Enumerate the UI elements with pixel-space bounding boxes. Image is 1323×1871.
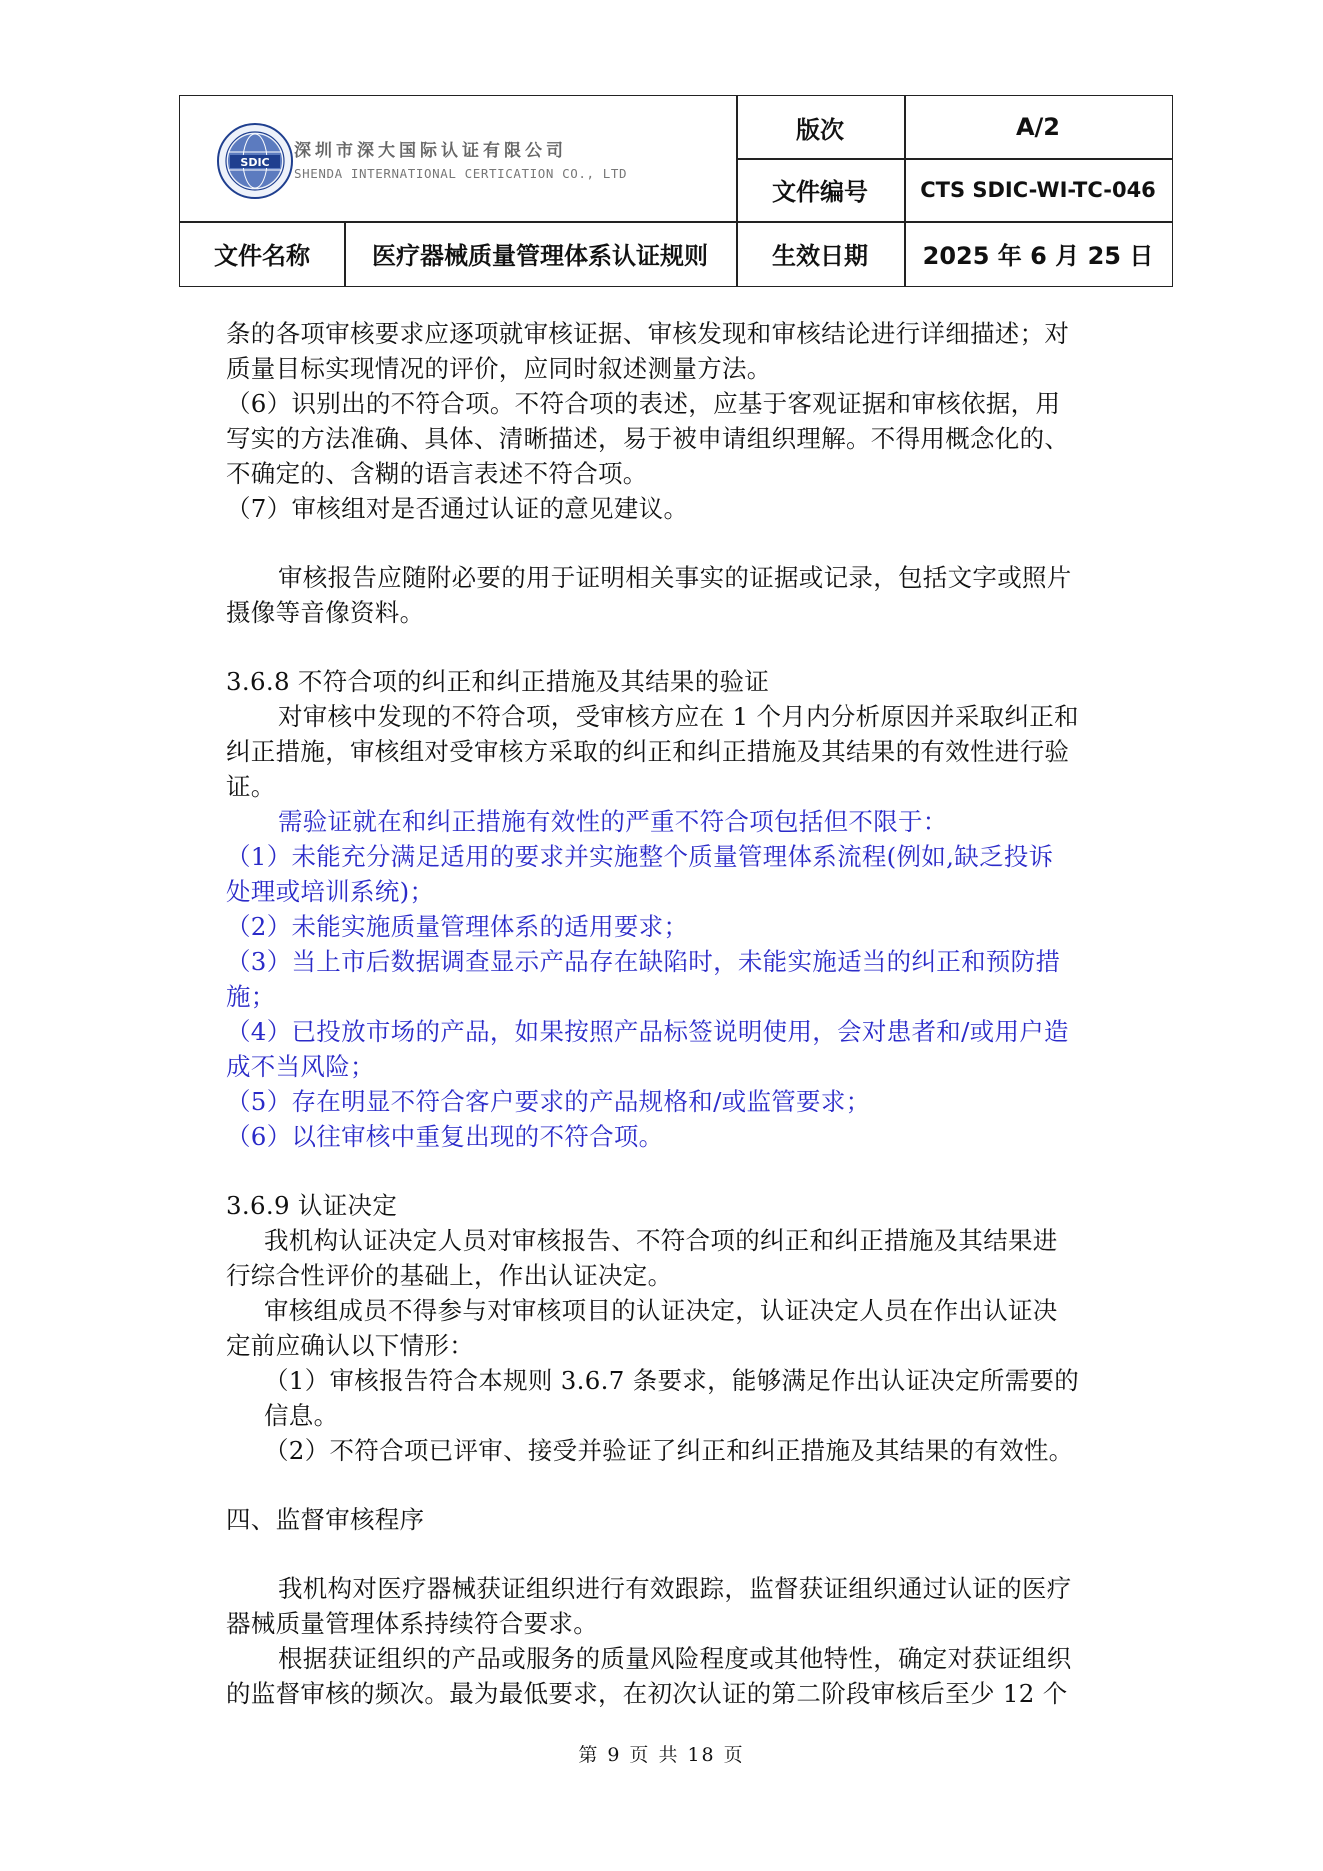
body-line: 纠正措施，审核组对受审核方采取的纠正和纠正措施及其结果的有效性进行验 xyxy=(226,737,1070,766)
docname-value: 医疗器械质量管理体系认证规则 xyxy=(372,242,708,270)
body-paragraph-line: 审核组成员不得参与对审核项目的认证决定，认证决定人员在作出认证决 xyxy=(264,1296,1058,1325)
version-value: A/2 xyxy=(1015,113,1061,141)
docname-label: 文件名称 xyxy=(214,242,310,270)
company-name-en: SHENDA INTERNATIONAL CERTICATION CO., LTD xyxy=(294,166,628,181)
body-line: 行综合性评价的基础上，作出认证决定。 xyxy=(226,1261,673,1290)
highlight-line: 需验证就在和纠正措施有效性的严重不符合项包括但不限于： xyxy=(278,807,948,836)
highlight-line: （1）未能充分满足适用的要求并实施整个质量管理体系流程(例如,缺乏投诉 xyxy=(226,842,1054,871)
highlight-line: （6）以往审核中重复出现的不符合项。 xyxy=(226,1122,664,1151)
date-value: 2025 年 6 月 25 日 xyxy=(922,242,1154,270)
page-label-pre: 第 xyxy=(578,1744,600,1766)
docno-label: 文件编号 xyxy=(772,178,868,206)
section-heading-3-6-9: 3.6.9 认证决定 xyxy=(226,1191,398,1220)
highlight-line: （3）当上市后数据调查显示产品存在缺陷时，未能实施适当的纠正和预防措 xyxy=(226,947,1061,976)
section-heading-4: 四、监督审核程序 xyxy=(226,1505,425,1534)
page-total: 18 xyxy=(687,1744,716,1766)
highlight-line: 成不当风险； xyxy=(226,1052,375,1081)
page-label-post: 页 xyxy=(723,1744,745,1766)
body-paragraph-line: 我机构对医疗器械获证组织进行有效跟踪，监督获证组织通过认证的医疗 xyxy=(278,1574,1072,1603)
page-label-mid: 页 共 xyxy=(629,1744,680,1766)
section-heading-3-6-8: 3.6.8 不符合项的纠正和纠正措施及其结果的验证 xyxy=(226,667,770,696)
page-footer xyxy=(0,1740,1323,1767)
body-paragraph-line: 我机构认证决定人员对审核报告、不符合项的纠正和纠正措施及其结果进 xyxy=(264,1226,1058,1255)
body-line: 摄像等音像资料。 xyxy=(226,598,425,627)
body-list-line: （2）不符合项已评审、接受并验证了纠正和纠正措施及其结果的有效性。 xyxy=(264,1436,1074,1465)
body-line: 证。 xyxy=(226,772,276,801)
company-name-cn: 深圳市深大国际认证有限公司 xyxy=(294,141,567,161)
highlight-line: （4）已投放市场的产品，如果按照产品标签说明使用，会对患者和/或用户造 xyxy=(226,1017,1069,1046)
version-label: 版次 xyxy=(796,115,844,144)
body-paragraph-line: 审核报告应随附必要的用于证明相关事实的证据或记录，包括文字或照片 xyxy=(278,563,1072,592)
document-header-table xyxy=(179,95,1173,287)
date-label: 生效日期 xyxy=(772,242,868,270)
body-list-line: （1）审核报告符合本规则 3.6.7 条要求，能够满足作出认证决定所需要的 xyxy=(264,1366,1080,1395)
body-line: （7）审核组对是否通过认证的意见建议。 xyxy=(226,494,689,523)
highlight-line: 施； xyxy=(226,982,276,1011)
highlight-line: （2）未能实施质量管理体系的适用要求； xyxy=(226,912,689,941)
body-line: 写实的方法准确、具体、清晰描述，易于被申请组织理解。不得用概念化的、 xyxy=(226,424,1070,453)
body-line: 的监督审核的频次。最为最低要求，在初次认证的第二阶段审核后至少 12 个 xyxy=(226,1679,1068,1708)
page-current: 9 xyxy=(607,1744,622,1766)
body-paragraph-line: 对审核中发现的不符合项，受审核方应在 1 个月内分析原因并采取纠正和 xyxy=(278,702,1079,731)
docno-value: CTS SDIC-WI-TC-046 xyxy=(920,177,1156,202)
body-line: 器械质量管理体系持续符合要求。 xyxy=(226,1609,598,1638)
highlight-line: （5）存在明显不符合客户要求的产品规格和/或监管要求； xyxy=(226,1087,871,1116)
body-line: 定前应确认以下情形： xyxy=(226,1331,474,1360)
logo-text: SDIC xyxy=(240,156,270,169)
body-paragraph-line: 根据获证组织的产品或服务的质量风险程度或其他特性，确定对获证组织 xyxy=(278,1644,1072,1673)
body-line: 条的各项审核要求应逐项就审核证据、审核发现和审核结论进行详细描述；对 xyxy=(226,319,1070,348)
body-list-line: 信息。 xyxy=(264,1401,339,1430)
highlight-line: 处理或培训系统)； xyxy=(226,877,435,906)
company-logo-icon xyxy=(216,122,294,200)
body-line: （6）识别出的不符合项。不符合项的表述，应基于客观证据和审核依据，用 xyxy=(226,389,1061,418)
body-line: 不确定的、含糊的语言表述不符合项。 xyxy=(226,459,648,488)
body-line: 质量目标实现情况的评价，应同时叙述测量方法。 xyxy=(226,354,772,383)
